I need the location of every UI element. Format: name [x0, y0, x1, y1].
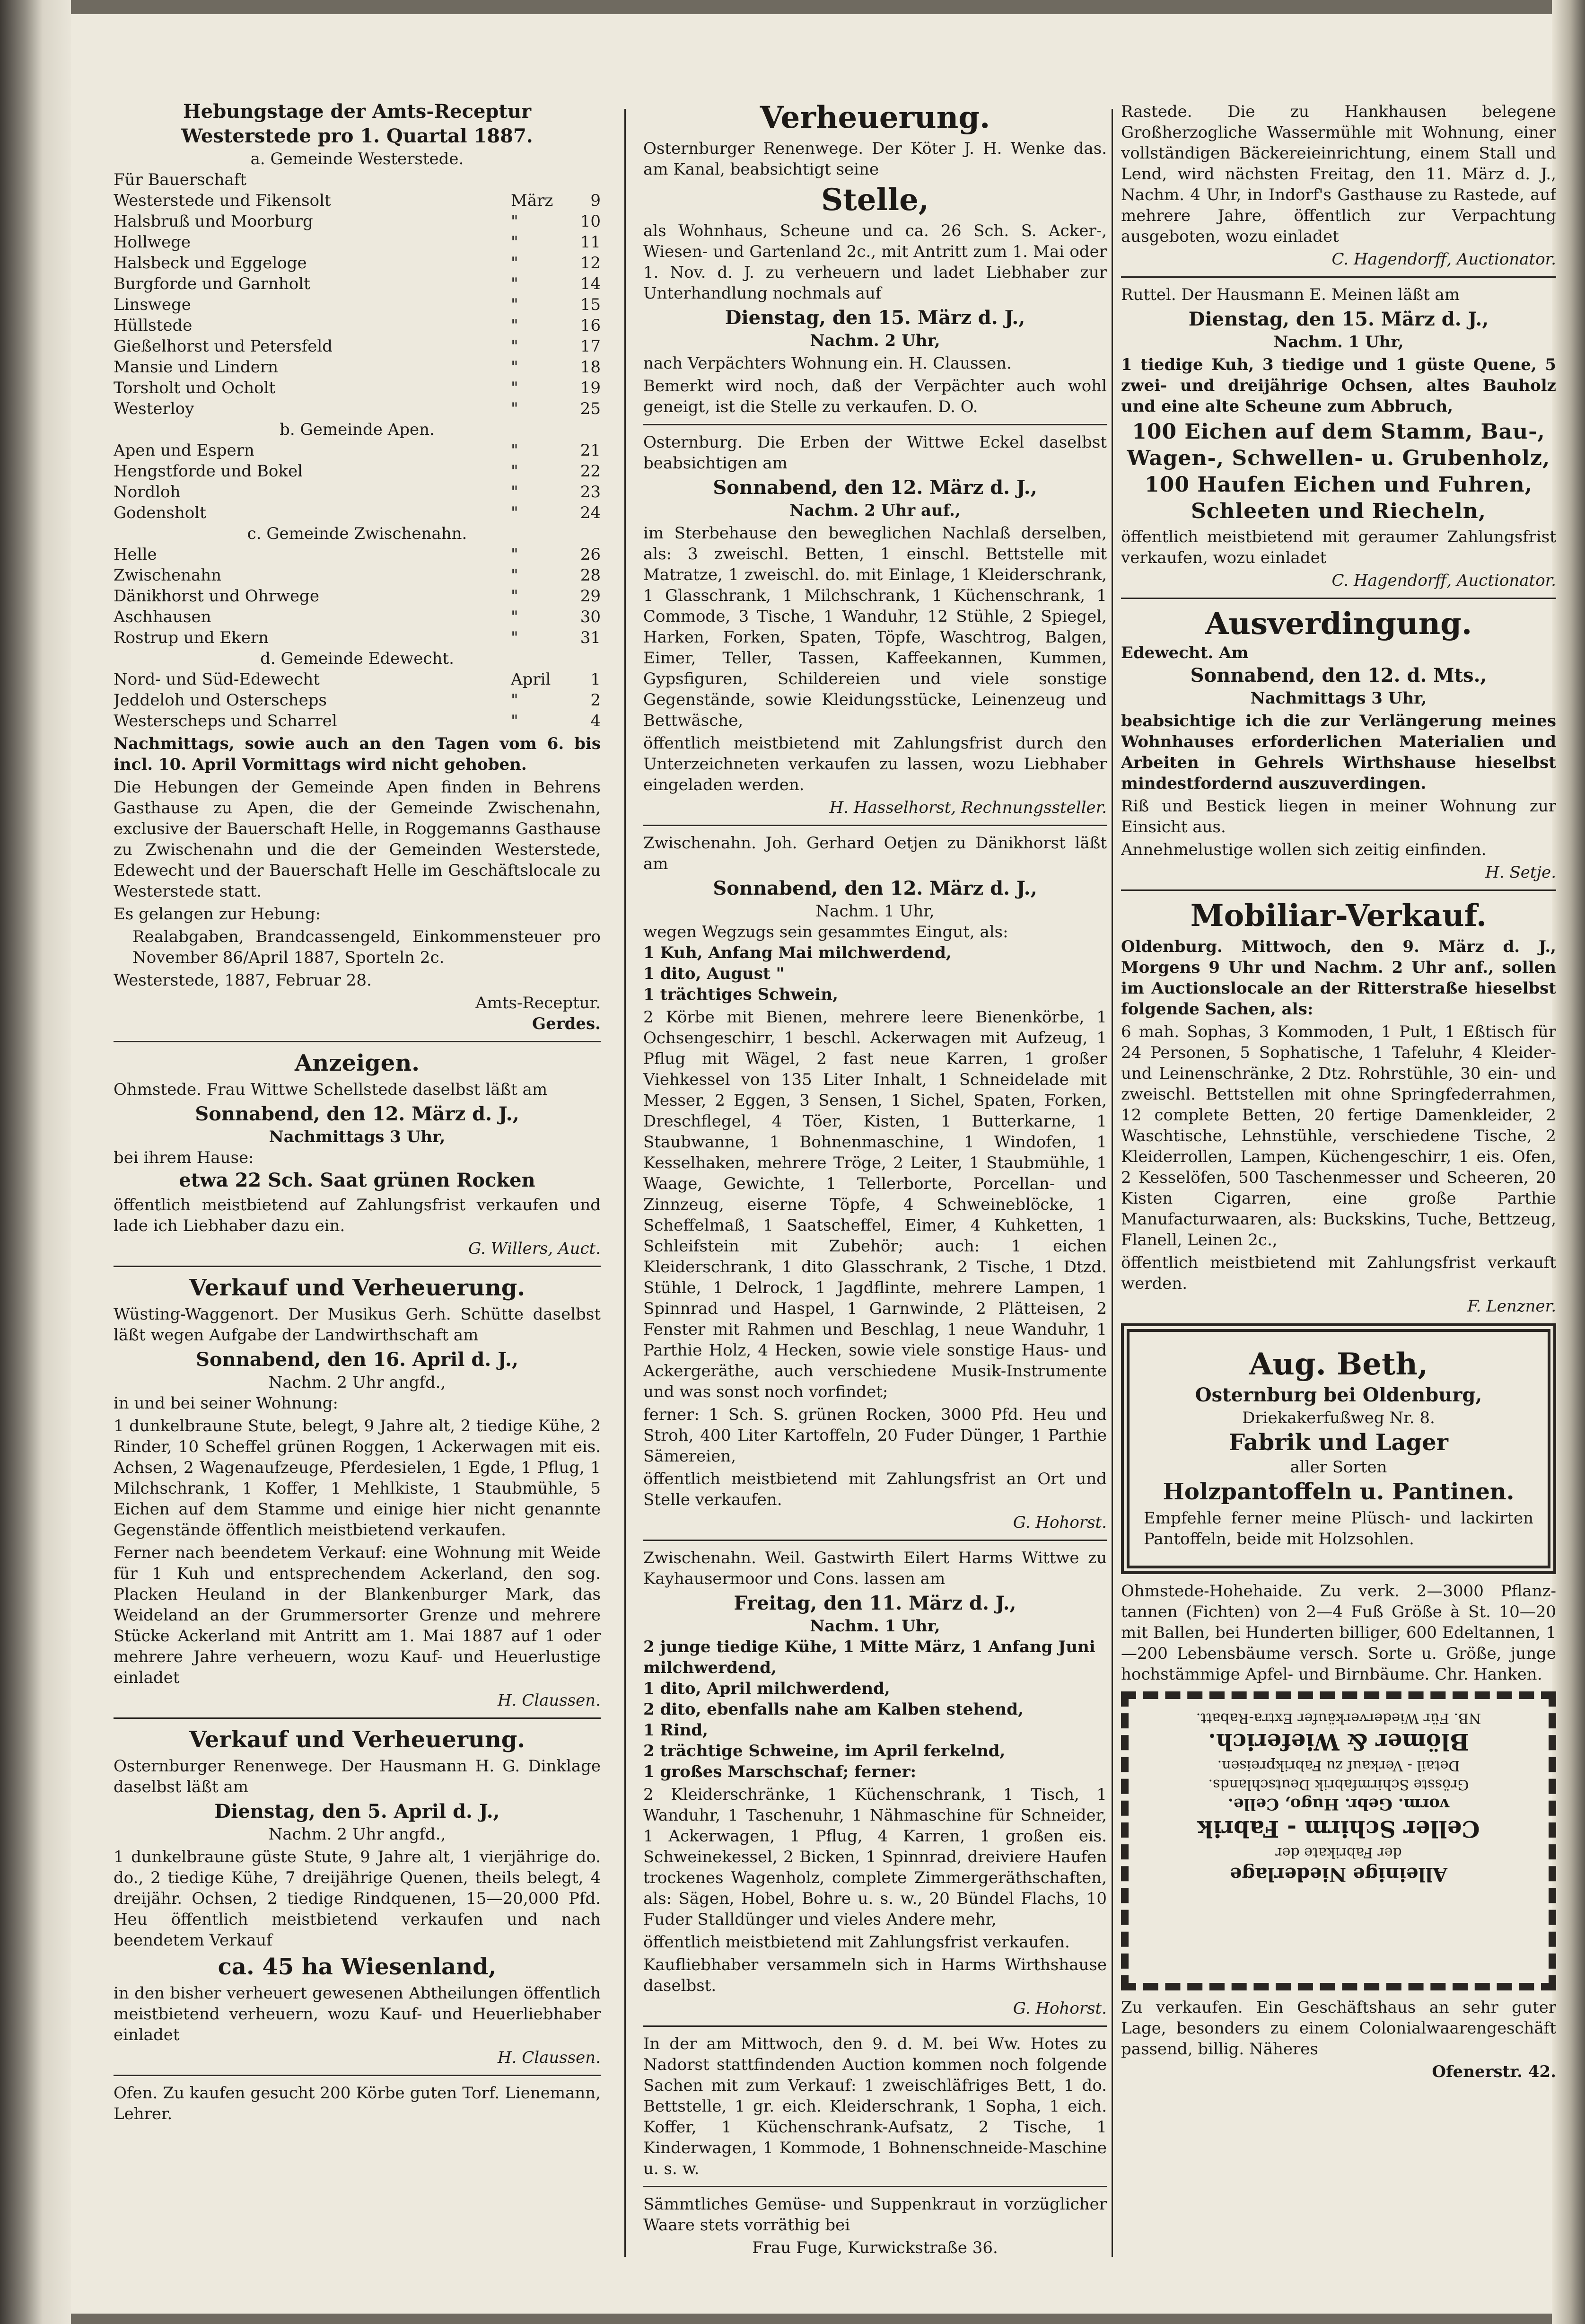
wuesting-place: in und bei seiner Wohnung:	[114, 1394, 338, 1413]
setje-sig: H. Setje.	[1485, 863, 1556, 882]
row-month: "	[511, 483, 518, 502]
column-1	[114, 99, 601, 2257]
row-place: Halsbruß und Moorburg	[114, 212, 313, 231]
wuesting-sig: H. Claussen.	[497, 1691, 601, 1710]
row-place: Westerstede und Fikensolt	[114, 191, 331, 210]
ohmstede-sig: G. Willers, Auct.	[468, 1239, 601, 1258]
dinklage-time: Nachm. 2 Uhr angfd.,	[268, 1825, 446, 1844]
receptur-date: Westerstede, 1887, Februar 28.	[114, 971, 372, 990]
divider	[114, 2075, 601, 2076]
dinklage-text: in den bisher verheuert gewesenen Abtheilungen öffentlich meistbietend verheuern, wozu Kauf- und Heuerliebhaber einladet	[114, 1984, 601, 2044]
oetjen-ferner: ferner: 1 Sch. S. grünen Rocken, 3000 Pfd. Heu und Stroh, 400 Liter Kartoffeln, 20 Fuder Dünger, 1 Parthie Sämereien,	[643, 1405, 1107, 1466]
receptur-title-1: Hebungstage der Amts-Receptur	[183, 100, 532, 123]
wuesting-items: 1 dunkelbraune Stute, belegt, 9 Jahre alt, 2 tiedige Kühe, 2 Rinder, 10 Scheffel grünen Roggen, 1 Ackerwagen mit eis. Achsen, 2 Wagenaufzeuge, Pferdesielen, 1 Egde, 1 Pflug, 1 Milchschrank, 1 Koffer, 1 Mehlkiste, 1 Staubmühle, 5 Eichen auf dem Stamme und einige hier nicht genannte Gegenstände öffentlich meistbietend verkaufen.	[114, 1417, 601, 1540]
column-rule-2	[1112, 109, 1113, 2257]
table-row	[114, 211, 601, 232]
ruttel-time: Nachm. 1 Uhr,	[1273, 333, 1404, 352]
table-row	[114, 544, 601, 565]
table-row	[114, 398, 601, 419]
mobiliar-items: 6 mah. Sophas, 3 Kommoden, 1 Pult, 1 Eßtisch für 24 Personen, 5 Sophatische, 1 Tafeluhr, 4 Kleider- und Leinenschränke, 2 Dtz. Rohrstühle, 30 ein- und zweischl. Bettstellen mit ohne Springfederrahmen, 12 complete Betten, 20 fertige Damenkleider, 2 Waschtische, Lehnstühle, verschiedene Tische, 2 Kleiderrollen, Lampen, Küchengeschirr, 1 eis. Ofen, 2 Kesselöfen, 500 Taschenmesser und Scheeren, 20 Kisten Cigarren, eine große Parthie Manufacturwaaren, als: Buckskins, Tuche, Bettzeug, Flanell, Leinen 2c.,	[1121, 1022, 1556, 1250]
verkauf-heading-2: Verkauf und Verheuerung.	[189, 1726, 525, 1753]
section-c: c. Gemeinde Zwischenahn.	[247, 524, 467, 543]
row-month: "	[511, 295, 518, 314]
table-row	[114, 607, 601, 627]
divider	[643, 424, 1107, 425]
fur-label: Für Bauerschaft	[114, 170, 246, 189]
wenke-date: Dienstag, den 15. März d. J.,	[725, 307, 1025, 329]
oetjen-wegzug: wegen Wegzugs sein gesammtes Eingut, als:	[643, 923, 1008, 942]
oetjen-kuh: 1 Kuh, Anfang Mai milchwerdend,	[643, 943, 952, 962]
divider	[643, 825, 1107, 826]
eckel-text: öffentlich meistbietend mit Zahlungsfrist durch den Unterzeichneten verkaufen zu lassen, wozu Liebhaber eingeladen werden.	[643, 734, 1107, 794]
ohmstede-time: Nachmittags 3 Uhr,	[269, 1127, 446, 1146]
harms-item-4: 1 Rind,	[643, 1721, 708, 1740]
harms-text: öffentlich meistbietend mit Zahlungsfrist verkaufen.	[643, 1933, 1070, 1952]
row-day: 18	[580, 358, 601, 377]
row-month: "	[511, 274, 518, 293]
anzeigen-heading: Anzeigen.	[295, 1050, 420, 1076]
table-section-d	[114, 669, 601, 731]
table-row	[114, 586, 601, 607]
beth-fabrik: Fabrik und Lager	[1229, 1429, 1448, 1456]
oetjen-text: öffentlich meistbietend mit Zahlungsfrist an Ort und Stelle verkaufen.	[643, 1470, 1107, 1509]
oetjen-sig: G. Hohorst.	[1013, 1513, 1107, 1532]
row-month: "	[511, 545, 518, 564]
row-day: 25	[580, 399, 601, 418]
table-row	[114, 565, 601, 586]
table-section-b	[114, 440, 601, 523]
row-month: "	[511, 337, 518, 356]
table-row	[114, 315, 601, 336]
table-row	[114, 627, 601, 648]
row-day: 23	[580, 483, 601, 502]
harms-item-3: 2 dito, ebenfalls nahe am Kalben stehend,	[643, 1700, 1024, 1719]
row-place: Torsholt und Ocholt	[114, 379, 276, 397]
oetjen-intro: Zwischenahn. Joh. Gerhard Oetjen zu Dänikhorst läßt am	[643, 834, 1107, 873]
row-month: "	[511, 358, 518, 377]
row-day: 16	[580, 316, 601, 335]
row-place: Zwischenahn	[114, 566, 222, 585]
schirm-line-3: Celler Schirm - Fabrik	[1197, 1815, 1480, 1842]
setje-date: Sonnabend, den 12. d. Mts.,	[1190, 664, 1487, 687]
rastede-notice: Rastede. Die zu Hankhausen belegene Großherzogliche Wassermühle mit Wohnung, einer vollständigen Bäckereieinrichtung, einem Stall und Lend, wird nächsten Freitag, den 11. März d. J., Nachm. 4 Uhr, in Indorf's Gasthause zu Rastede, auf mehrere Jahre, öffentlich zur Verpachtung ausgeboten, wozu einladet	[1121, 102, 1556, 246]
dinklage-items: 1 dunkelbraune güste Stute, 9 Jahre alt, 1 vierjährige do. do., 2 tiedige Kühe, 7 dreijährige Quenen, theils belegt, 4 dreijähr. Ochsen, 2 tiedige Rindquenen, 15—20,000 Pfd. Heu öffentlich meistbietend verkaufen und nach beendetem Verkauf	[114, 1848, 601, 1950]
row-month: "	[511, 399, 518, 418]
ruttel-sig: C. Hagendorff, Auctionator.	[1331, 571, 1556, 590]
wenke-intro: Osternburger Renenwege. Der Köter J. H. Wenke das. am Kanal, beabsichtigt seine	[643, 139, 1107, 179]
harms-items: 2 Kleiderschränke, 1 Küchenschrank, 1 Tisch, 1 Wanduhr, 1 Taschenuhr, 1 Nähmaschine für Schneider, 1 Ackerwagen, 1 Pflug, 4 Karren, 1 großen eis. Schweinekessel, 2 Bicken, 1 Spinnrad, dreiviere Haufen trockenes Wagenholz, complete Zimmergeräthschaften, als: Sägen, Hobel, Bohre u. s. w., 20 Bündel Flachs, 10 Fuder Stalldünger und vieles Andere mehr,	[643, 1785, 1107, 1929]
table-row	[114, 669, 601, 690]
harms-item-1: 2 junge tiedige Kühe, 1 Mitte März, 1 Anfang Juni milchwerdend,	[643, 1637, 1095, 1677]
harms-item-6: 1 großes Marschschaf; ferner:	[643, 1762, 917, 1781]
table-section-a	[114, 190, 601, 419]
row-day: 14	[580, 274, 601, 293]
wuesting-intro: Wüsting-Waggenort. Der Musikus Gerh. Schütte daselbst läßt wegen Aufgabe der Landwirthschaft am	[114, 1305, 601, 1345]
row-place: Nordloh	[114, 483, 181, 502]
column-2	[643, 99, 1107, 2257]
ohmstede-intro: Ohmstede. Frau Wittwe Schellstede daselbst läßt am	[114, 1080, 548, 1099]
oetjen-items: 2 Körbe mit Bienen, mehrere leere Bienenkörbe, 1 Ochsengeschirr, 1 beschl. Ackerwagen mit Aufzeug, 1 Pflug mit Wägel, 2 fast neue Karren, 1 großer Viehkessel von 135 Liter Inhalt, 1 Schneidelade mit Messer, 2 Eggen, 3 Sensen, 1 Sichel, Spaten, Forken, Dreschflegel, 4 Töer, Kisten, 1 Butterkarne, 1 Staubwanne, 1 Bohnenmaschine, 1 Windofen, 1 Kesselhaken, mehrere Tröge, 2 Leiter, 1 Staubmühle, 1 Waage, Gewichte, 1 Tellerborte, Porcellan- und Zinnzeug, eiserne Töpfe, 4 Schweineblöcke, 1 Scheffelmaß, 1 Saatscheffel, Eimer, 4 Kuhketten, 1 Schleifstein mit Zubehör; auch: 1 eichen Kleiderschrank, 1 dito Glasschrank, 2 Tische, 1 Dtzd. Stühle, 1 Delrock, 1 Jagdflinte, mehrere Lampen, 1 Spinnrad und Haspel, 1 Garnwinde, 2 Plätteisen, 2 Fenster mit Rahmen und Beschlag, 1 neue Wanduhr, 1 Parthie Holz, 4 Hecken, sowie viele sonstige Haus- und Ackergeräthe, auch verschiedene Musik-Instrumente und was sonst noch vorfindet;	[643, 1008, 1107, 1401]
schirm-line-1: Alleinige Niederlage	[1230, 1863, 1447, 1885]
ohmstede-item: etwa 22 Sch. Saat grünen Rocken	[179, 1169, 535, 1191]
ohmstede-text: öffentlich meistbietend auf Zahlungsfrist verkaufen und lade ich Liebhaber dazu ein.	[114, 1196, 601, 1235]
row-month: "	[511, 607, 518, 626]
divider	[114, 1041, 601, 1042]
row-day: 1	[590, 670, 601, 689]
row-day: 12	[580, 254, 601, 273]
divider	[114, 1266, 601, 1267]
setje-place: Edewecht. Am	[1121, 643, 1249, 662]
dinklage-date: Dienstag, den 5. April d. J.,	[214, 1800, 500, 1822]
row-day: 19	[580, 379, 601, 397]
page-left-edge	[0, 0, 71, 2324]
row-day: 17	[580, 337, 601, 356]
rastede-sig: C. Hagendorff, Auctionator.	[1331, 250, 1556, 269]
hanken-notice: Ohmstede-Hohehaide. Zu verk. 2—3000 Pflanz-tannen (Fichten) von 2—4 Fuß Größe à St. 10—20 mit Ballen, bei Hunderten billiger, 600 Edeltannen, 1—200 Lebensbäume versch. Sorte u. Größe, junge hochstämmige Apfel- und Birnbäume. Chr. Hanken.	[1121, 1582, 1556, 1684]
receptur-title-2: Westerstede pro 1. Quartal 1887.	[181, 125, 533, 147]
row-day: 24	[580, 503, 601, 522]
beth-address: Driekakerfußweg Nr. 8.	[1242, 1408, 1435, 1427]
table-row	[114, 440, 601, 461]
wuesting-ferner: Ferner nach beendetem Verkauf: eine Wohnung mit Weide für 1 Kuh und entsprechendem Ackerland, den sog. Placken Heuland in der Blankenburger Mark, das Weideland an der Grummersorter Grenze und mehrere Stücke Ackerland mit Antritt am 1. Mai 1887 auf 1 oder mehrere Jahre verheuern, wozu Kauf- und Heuerlustige einladet	[114, 1543, 601, 1687]
row-month: "	[511, 628, 518, 647]
row-place: Aschhausen	[114, 607, 211, 626]
section-a: a. Gemeinde Westerstede.	[250, 150, 464, 168]
eckel-time: Nachm. 2 Uhr auf.,	[789, 501, 961, 520]
ohmstede-date: Sonnabend, den 12. März d. J.,	[195, 1103, 519, 1125]
page-right-edge	[1552, 0, 1585, 2324]
eckel-intro: Osternburg. Die Erben der Wittwe Eckel daselbst beabsichtigen am	[643, 433, 1107, 473]
wenke-text: als Wohnhaus, Scheune und ca. 26 Sch. S. Acker-, Wiesen- und Gartenland 2c., mit Antritt zum 1. Mai oder 1. Nov. d. J. zu verheuern und ladet Liebhaber zur Unterhandlung nochmals auf	[643, 221, 1107, 303]
dinklage-intro: Osternburger Renenwege. Der Hausmann H. G. Dinklage daselbst läßt am	[114, 1757, 601, 1796]
wenke-stelle: Stelle,	[821, 182, 929, 218]
ruttel-text: öffentlich meistbietend mit geraumer Zahlungsfrist verkaufen, wozu einladet	[1121, 528, 1556, 567]
row-month: "	[511, 712, 518, 731]
column-3	[1121, 99, 1556, 2257]
row-place: Hollwege	[114, 233, 191, 252]
table-row	[114, 294, 601, 315]
row-month: "	[511, 441, 518, 460]
mobiliar-intro: Oldenburg. Mittwoch, den 9. März d. J., Morgens 9 Uhr und Nachm. 2 Uhr anf., sollen im Auctionslocale an der Ritterstraße hieselbst folgende Sachen, als:	[1121, 937, 1556, 1019]
ofenerstr-address: Ofenerstr. 42.	[1432, 2062, 1556, 2081]
row-month: "	[511, 379, 518, 397]
table-row	[114, 711, 601, 731]
mobiliar-sig: F. Lenzner.	[1467, 1297, 1556, 1316]
wenke-sig: nach Verpächters Wohnung ein. H. Claussen.	[643, 354, 1012, 373]
divider	[643, 1540, 1107, 1541]
row-day: 9	[590, 191, 601, 210]
row-place: Westerscheps und Scharrel	[114, 712, 337, 731]
schirm-line-4: vorm. Gebr. Hugo, Celle.	[1228, 1795, 1449, 1813]
note-abgaben: Realabgaben, Brandcassengeld, Einkommensteuer pro November 86/April 1887, Sporteln 2c.	[132, 927, 601, 967]
fuge-notice: Sämmtliches Gemüse- und Suppenkraut in vorzüglicher Waare stets vorräthig bei	[643, 2195, 1107, 2235]
eckel-items: im Sterbehause den beweglichen Nachlaß derselben, als: 3 zweischl. Betten, 1 einschl. Bettstelle mit Matratze, 1 zweischl. do. mit Einlage, 1 Kleiderschrank, 1 Glasschrank, 1 Milchschrank, 1 Küchenschrank, 1 Commode, 3 Tische, 1 Wanduhr, 12 Stühle, 2 Spiegel, Harken, Forken, Spaten, Töpfe, Waschtrog, Balgen, Eimer, Teller, Tassen, Kaffeekannen, Kummen, Gypsfiguren, Schildereien und viele sonstige Gegenstände, sowie Kleidungsstücke, Leinenzeug und Bettwäsche,	[643, 524, 1107, 730]
schirm-ad-box	[1121, 1691, 1556, 1990]
fuge-sig: Frau Fuge, Kurwickstraße 36.	[752, 2238, 998, 2257]
section-d: d. Gemeinde Edewecht.	[260, 649, 454, 668]
note-nachmittags: Nachmittags, sowie auch an den Tagen vom 6. bis incl. 10. April Vormittags wird nicht gehoben.	[114, 734, 601, 774]
setje-time: Nachmittags 3 Uhr,	[1250, 689, 1427, 708]
row-day: 2	[590, 691, 601, 710]
schirm-ad-inverted	[1138, 1708, 1539, 1886]
row-place: Rostrup und Ekern	[114, 628, 269, 647]
column-rule-1	[624, 109, 626, 2257]
row-day: 11	[580, 233, 601, 252]
row-place: Nord- und Süd-Edewecht	[114, 670, 320, 689]
table-row	[114, 502, 601, 523]
row-place: Jeddeloh und Osterscheps	[114, 691, 327, 710]
row-place: Hüllstede	[114, 316, 193, 335]
table-row	[114, 690, 601, 711]
schirm-line-5: Grösste Schirmfabrik Deutschlands.	[1208, 1776, 1469, 1793]
row-day: 29	[580, 587, 601, 606]
oetjen-dito: 1 dito, August "	[643, 964, 785, 983]
row-month: "	[511, 233, 518, 252]
table-row	[114, 482, 601, 502]
oetjen-schwein: 1 trächtiges Schwein,	[643, 985, 838, 1004]
harms-item-5: 2 trächtige Schweine, im April ferkelnd,	[643, 1742, 1006, 1761]
eckel-sig: H. Hasselhorst, Rechnungssteller.	[829, 798, 1107, 817]
ruttel-eichen: 100 Eichen auf dem Stamm, Bau-, Wagen-, Schwellen- u. Grubenholz,	[1127, 420, 1550, 470]
row-day: 31	[580, 628, 601, 647]
ruttel-haufen: 100 Haufen Eichen und Fuhren, Schleeten und Riecheln,	[1145, 473, 1532, 523]
table-row	[114, 232, 601, 253]
eckel-date: Sonnabend, den 12. März d. J.,	[713, 476, 1037, 499]
row-month: "	[511, 462, 518, 481]
oetjen-date: Sonnabend, den 12. März d. J.,	[713, 877, 1037, 899]
row-day: 28	[580, 566, 601, 585]
row-place: Mansie und Lindern	[114, 358, 278, 377]
table-row	[114, 357, 601, 378]
harms-item-2: 1 dito, April milchwerdend,	[643, 1679, 890, 1698]
table-row	[114, 273, 601, 294]
row-place: Helle	[114, 545, 157, 564]
row-month: "	[511, 254, 518, 273]
verheuerung-heading: Verheuerung.	[760, 100, 990, 135]
setje-text: beabsichtige ich die zur Verlängerung meines Wohnhauses erforderlichen Materialien und Arbeiten in Gehrels Wirthshause hieselbst mindestfordernd auszuverdingen.	[1121, 712, 1556, 793]
divider	[1121, 276, 1556, 278]
schirm-line-2: der Fabrikate der	[1275, 1844, 1402, 1861]
beth-place: Osternburg bei Oldenburg,	[1195, 1384, 1482, 1406]
wuesting-date: Sonnabend, den 16. April d. J.,	[196, 1348, 518, 1371]
ofen-notice: Ofen. Zu kaufen gesucht 200 Körbe guten Torf. Lienemann, Lehrer.	[114, 2084, 601, 2123]
hotes-notice: In der am Mittwoch, den 9. d. M. bei Ww. Hotes zu Nadorst stattfindenden Auction kommen noch folgende Sachen mit zum Verkauf: 1 zweischläfriges Bett, 1 do. Bettstelle, 1 gr. eich. Kleiderschrank, 1 Sopha, 1 eich. Koffer, 1 Küchenschrank-Aufsatz, 2 Tische, 1 Kinderwagen, 1 Kommode, 1 Bohnenschneide-Maschine u. s. w.	[643, 2034, 1107, 2178]
row-place: Godensholt	[114, 503, 206, 522]
setje-riss: Riß und Bestick liegen in meiner Wohnung zur Einsicht aus.	[1121, 797, 1556, 836]
harms-time: Nachm. 1 Uhr,	[810, 1617, 940, 1636]
mobiliar-heading: Mobiliar-Verkauf.	[1190, 898, 1487, 933]
divider	[643, 2025, 1107, 2027]
note-gelangen: Es gelangen zur Hebung:	[114, 905, 321, 924]
divider	[1121, 598, 1556, 599]
dinklage-wiesenland: ca. 45 ha Wiesenland,	[218, 1954, 497, 1980]
harms-kauf: Kaufliebhaber versammeln sich in Harms Wirthshause daselbst.	[643, 1955, 1107, 1995]
row-month: "	[511, 566, 518, 585]
row-month: "	[511, 212, 518, 231]
oetjen-time: Nachm. 1 Uhr,	[815, 902, 935, 921]
beth-product: Holzpantoffeln u. Pantinen.	[1163, 1479, 1515, 1505]
table-row	[114, 253, 601, 273]
divider	[643, 2186, 1107, 2187]
dinklage-sig: H. Claussen.	[497, 2048, 601, 2067]
beth-sorten: aller Sorten	[1290, 1458, 1387, 1477]
divider	[114, 1717, 601, 1719]
row-place: Burgforde und Garnholt	[114, 274, 310, 293]
row-place: Linswege	[114, 295, 191, 314]
mobiliar-text: öffentlich meistbietend mit Zahlungsfrist verkauft werden.	[1121, 1253, 1556, 1293]
schirm-line-8: NB. Für Wiederverkäufer Extra-Rabatt.	[1196, 1710, 1481, 1726]
row-month: "	[511, 316, 518, 335]
ruttel-intro: Ruttel. Der Hausmann E. Meinen läßt am	[1121, 285, 1460, 304]
row-day: 10	[580, 212, 601, 231]
harms-sig: G. Hohorst.	[1013, 1999, 1107, 2018]
row-place: Hengstforde und Bokel	[114, 462, 303, 481]
verkauf-heading-1: Verkauf und Verheuerung.	[189, 1275, 525, 1301]
row-day: 26	[580, 545, 601, 564]
row-month: April	[511, 670, 551, 689]
ruttel-date: Dienstag, den 15. März d. J.,	[1188, 308, 1489, 330]
row-day: 22	[580, 462, 601, 481]
harms-intro: Zwischenahn. Weil. Gastwirth Eilert Harms Wittwe zu Kayhausermoor und Cons. lassen am	[643, 1549, 1107, 1588]
table-row	[114, 461, 601, 482]
schirm-line-7: Blömer & Wieferich.	[1208, 1728, 1469, 1755]
wenke-note: Bemerkt wird noch, daß der Verpächter auch wohl geneigt, ist die Stelle zu verkaufen. D. O.	[643, 377, 1107, 416]
divider	[1121, 889, 1556, 891]
row-day: 15	[580, 295, 601, 314]
note-hebungen: Die Hebungen der Gemeinde Apen finden in Behrens Gasthause zu Apen, die der Gemeinde Zwischenahn, exclusive der Bauerschaft Helle, in Roggemanns Gasthause zu Zwischenahn und die der Gemeinden Westerstede, Edewecht und der Bauerschaft Helle im Geschäftslocale zu Westerstede statt.	[114, 778, 601, 901]
row-month: "	[511, 691, 518, 710]
row-day: 30	[580, 607, 601, 626]
ruttel-items: 1 tiedige Kuh, 3 tiedige und 1 güste Quene, 5 zwei- und dreijährige Ochsen, altes Bauholz und eine alte Scheune zum Abbruch,	[1121, 355, 1556, 416]
row-place: Halsbeck und Eggeloge	[114, 254, 307, 273]
table-row	[114, 336, 601, 357]
row-day: 4	[590, 712, 601, 731]
row-place: Westerloy	[114, 399, 194, 418]
receptur-sig-1: Amts-Receptur.	[475, 994, 601, 1012]
table-row	[114, 378, 601, 398]
section-b: b. Gemeinde Apen.	[280, 420, 435, 439]
wuesting-time: Nachm. 2 Uhr angfd.,	[268, 1373, 446, 1392]
beth-text: Empfehle ferner meine Plüsch- und lackirten Pantoffeln, beide mit Holzsohlen.	[1144, 1509, 1533, 1549]
row-month: "	[511, 587, 518, 606]
receptur-sig-2: Gerdes.	[532, 1014, 601, 1033]
row-place: Dänikhorst und Ohrwege	[114, 587, 319, 606]
ohmstede-place: bei ihrem Hause:	[114, 1148, 254, 1167]
ofenerstr-notice: Zu verkaufen. Ein Geschäftshaus an sehr guter Lage, besonders zu einem Colonialwaarengeschäft passend, billig. Näheres	[1121, 1998, 1556, 2059]
row-month: "	[511, 503, 518, 522]
ausverdingung-heading: Ausverdingung.	[1205, 606, 1472, 642]
table-row	[114, 190, 601, 211]
beth-name: Aug. Beth,	[1249, 1347, 1428, 1382]
row-day: 21	[580, 441, 601, 460]
wenke-time: Nachm. 2 Uhr,	[810, 331, 940, 350]
setje-annehm: Annehmelustige wollen sich zeitig einfinden.	[1121, 840, 1487, 859]
row-place: Apen und Espern	[114, 441, 254, 460]
harms-date: Freitag, den 11. März d. J.,	[734, 1592, 1016, 1614]
beth-ad-box	[1121, 1323, 1556, 1574]
schirm-line-6: Detail - Verkauf zu Fabrikpreisen.	[1217, 1757, 1460, 1774]
table-section-c	[114, 544, 601, 648]
row-month: März	[511, 191, 553, 210]
row-place: Gießelhorst und Petersfeld	[114, 337, 333, 356]
